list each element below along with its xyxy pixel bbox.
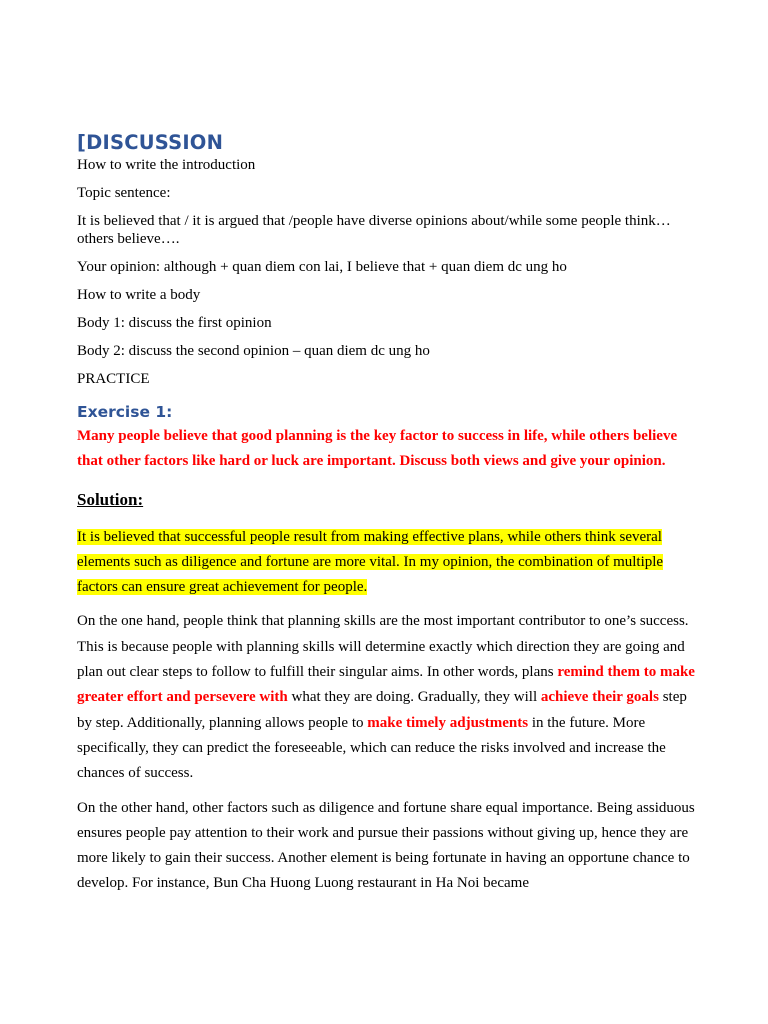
note-topic-sentence: Topic sentence: [77, 185, 171, 201]
solution-heading [77, 489, 697, 511]
body1-text-3: step by step. Additionally, planning allows people to [77, 689, 687, 731]
body1-text-4: in the future. More specifically, they can predict the foreseeable, which can reduce the risks involved and increase the chances of success. [77, 714, 666, 782]
body1-text-2: what they are doing. Gradually, they will [287, 689, 541, 706]
note-body-1: Body 1: discuss the first opinion [77, 315, 272, 331]
note-practice: PRACTICE [77, 371, 150, 387]
note-your-opinion: Your opinion: although + quan diem con lai, I believe that + quan diem dc ung ho [77, 259, 567, 275]
body-paragraph-1 [77, 609, 697, 786]
body1-phrase-2: achieve their goals [540, 689, 659, 706]
body1-text-1: On the one hand, people think that planning skills are the most important contributor to one’s success. This is because people with planning skills will determine exactly which direction they are going and plan out clear steps to follow to fulfill their singular aims. In other words, plans [77, 613, 689, 681]
note-body: How to write a body [77, 287, 201, 303]
note-topic-phrases: It is believed that / it is argued that /people have diverse opinions about/while some people think… others believe…. [77, 213, 671, 247]
exercise-heading: Exercise 1: [77, 403, 173, 421]
highlighted-intro: It is believed that successful people result from making effective plans, while others think several elements such as diligence and fortune are more vital. In my opinion, the combination of multiple factors can ensure great achievement for people. [77, 528, 664, 596]
body-paragraph-2: On the other hand, other factors such as diligence and fortune share equal importance. Being assiduous ensures people pay attention to their work and pursue their passions without giving up, hence they are more likely to gain their success. Another element is being fortunate in having an opportune chance to develop. For instance, Bun Cha Huong Luong restaurant in Ha Noi became [77, 799, 695, 892]
solution-heading-text: Solution: [77, 489, 144, 509]
exercise-prompt: Many people believe that good planning is the key factor to success in life, while others believe that other factors like hard or luck are important. Discuss both views and give your opinion. [77, 428, 678, 470]
solution-intro-paragraph [77, 525, 697, 601]
note-body-2: Body 2: discuss the second opinion – quan diem dc ung ho [77, 343, 430, 359]
note-intro: How to write the introduction [77, 157, 256, 173]
body1-phrase-3: make timely adjustments [367, 714, 529, 731]
document-page [77, 130, 697, 906]
body1-phrase-1: remind them to make greater effort and persevere with [77, 664, 695, 706]
section-heading: [DISCUSSION [77, 131, 224, 154]
